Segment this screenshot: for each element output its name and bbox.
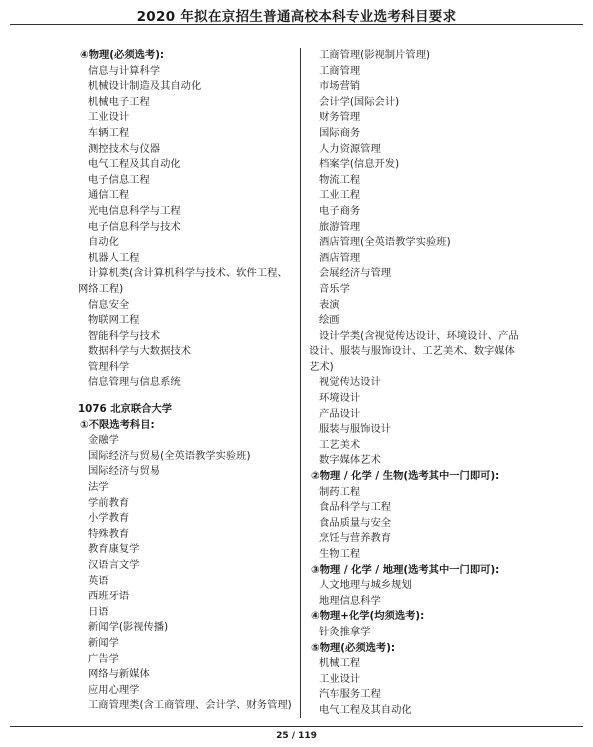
major-item: 机械电子工程 (88, 95, 150, 108)
major-item: 自动化 (88, 236, 119, 249)
major-item: 通信工程 (88, 189, 130, 202)
major-item: 工艺美术 (319, 438, 361, 451)
major-item: 烹饪与营养教育 (319, 532, 392, 545)
major-item: 电子商务 (319, 204, 361, 217)
major-item: 车辆工程 (88, 126, 130, 139)
major-item: 光电信息科学与工程 (88, 204, 181, 217)
major-item: 教育康复学 (88, 543, 140, 556)
major-item: 物流工程 (319, 173, 361, 186)
page-title: 2020 年拟在京招生普通高校本科专业选考科目要求 (136, 9, 457, 25)
major-item: 计算机类(含计算机科学与技术、软件工程、网络工程) (78, 267, 288, 295)
major-item: 环境设计 (319, 392, 361, 405)
major-item: 针灸推拿学 (319, 625, 371, 638)
major-item: 信息管理与信息系统 (88, 376, 181, 389)
major-item: 设计学类(含视觉传达设计、环境设计、产品设计、服装与服饰设计、工艺美术、数字媒体艺术) (309, 329, 519, 373)
major-item: 金融学 (88, 434, 119, 447)
major-item: 服装与服饰设计 (319, 423, 392, 436)
major-item: 法学 (88, 481, 109, 494)
major-item: 机械设计制造及其自动化 (88, 80, 202, 93)
subject-requirement-heading: ②物理 / 化学 / 生物(选考其中一门即可): (311, 470, 500, 483)
major-item: 汉语言文学 (88, 559, 140, 571)
footer-divider (10, 726, 583, 727)
major-item: 档案学(信息开发) (319, 158, 400, 171)
major-item: 视觉传达设计 (319, 376, 381, 389)
major-item: 地理信息科学 (319, 594, 381, 607)
major-item: 旅游管理 (319, 220, 361, 233)
major-item: 应用心理学 (88, 683, 140, 696)
major-item: 日语 (88, 605, 109, 618)
major-item: 西班牙语 (88, 590, 130, 603)
major-item: 电子信息工程 (88, 173, 150, 186)
major-item: 食品质量与安全 (319, 516, 392, 529)
major-item: 工业工程 (319, 189, 361, 202)
major-item: 电子信息科学与技术 (88, 220, 181, 233)
subject-requirement-heading: ⑤物理(必须选考): (311, 641, 396, 654)
major-item: 管理科学 (88, 360, 130, 373)
page-number: 25 / 119 (276, 731, 317, 741)
major-item: 信息安全 (88, 298, 130, 311)
column-divider (300, 48, 301, 718)
major-item: 测控技术与仪器 (88, 142, 161, 155)
major-item: 工业设计 (88, 111, 130, 124)
major-item: 国际经济与贸易(全英语教学实验班) (88, 449, 251, 462)
right-column (309, 48, 525, 719)
university-heading: 1076 北京联合大学 (78, 403, 173, 416)
major-item: 数据科学与大数据技术 (88, 345, 191, 358)
major-item: 信息与计算科学 (88, 64, 161, 77)
major-item: 英语 (88, 574, 109, 587)
major-item: 机器人工程 (88, 251, 140, 264)
major-item: 绘画 (319, 314, 340, 327)
major-item: 会计学(国际会计) (319, 95, 400, 108)
major-item: 新闻学 (88, 636, 119, 649)
subject-requirement-heading: ①不限选考科目: (80, 418, 155, 431)
major-item: 国际商务 (319, 126, 361, 139)
major-item: 电气工程及其自动化 (88, 158, 181, 171)
major-item: 表演 (319, 298, 340, 311)
major-item: 人力资源管理 (319, 142, 381, 155)
subject-requirement-heading: ④物理+化学(均须选考): (311, 610, 425, 623)
subject-requirement-heading: ④物理(必须选考): (80, 49, 165, 61)
major-item: 财务管理 (319, 111, 361, 124)
subject-requirement-heading: ③物理 / 化学 / 地理(选考其中一门即可): (311, 563, 500, 576)
major-item: 工业设计 (319, 672, 361, 685)
major-item: 工商管理类(含工商管理、会计学、财务管理) (88, 699, 292, 712)
major-item: 学前教育 (88, 496, 130, 509)
major-item: 智能科学与技术 (88, 329, 161, 342)
major-item: 市场营销 (319, 80, 361, 93)
major-item: 网络与新媒体 (88, 668, 150, 681)
title-divider (10, 24, 583, 25)
major-item: 小学教育 (88, 512, 130, 525)
major-item: 电气工程及其自动化 (319, 703, 412, 716)
major-item: 汽车服务工程 (319, 688, 381, 701)
major-item: 机械工程 (319, 657, 361, 670)
major-item: 食品科学与工程 (319, 501, 392, 514)
major-item: 音乐学 (319, 282, 350, 295)
major-item: 制药工程 (319, 485, 361, 498)
major-item: 工商管理 (319, 64, 361, 77)
major-item: 生物工程 (319, 548, 361, 560)
major-item: 新闻学(影视传播) (88, 621, 169, 634)
major-item: 特殊教育 (88, 527, 130, 540)
major-item: 人文地理与城乡规划 (319, 579, 412, 592)
major-item: 酒店管理 (319, 251, 361, 264)
major-item: 产品设计 (319, 407, 361, 420)
major-item: 物联网工程 (88, 314, 140, 327)
major-item: 酒店管理(全英语教学实验班) (319, 236, 451, 249)
major-item: 会展经济与管理 (319, 267, 392, 280)
major-item: 工商管理(影视制片管理) (319, 49, 431, 61)
major-item: 数字媒体艺术 (319, 454, 381, 467)
major-item: 国际经济与贸易 (88, 465, 161, 478)
major-item: 广告学 (88, 652, 119, 665)
left-column (78, 48, 292, 714)
